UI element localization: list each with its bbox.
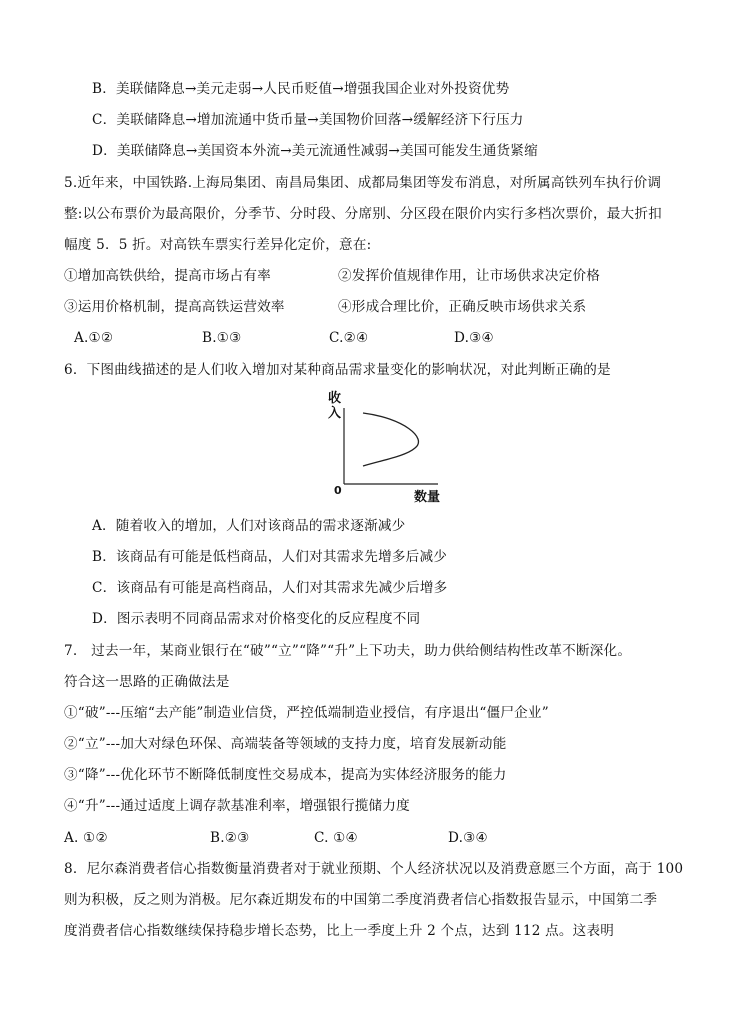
q4-option-d: D．美联储降息→美国资本外流→美元流通性减弱→美国可能发生通货紧缩	[92, 143, 538, 159]
q6-option-a: A．随着收入的增加，人们对该商品的需求逐渐减少	[92, 518, 406, 534]
q6-stem: 6．下图曲线描述的是人们收入增加对某种商品需求量变化的影响状况，对此判断正确的是	[64, 362, 611, 378]
x-axis-label: 数量	[414, 490, 441, 505]
q5-statement-1: ①增加高铁供给，提高市场占有率	[64, 268, 271, 284]
q4-option-c: C．美联储降息→增加流通中货币量→美国物价回落→缓解经济下行压力	[92, 112, 524, 128]
y-axis-label-1: 收	[328, 391, 342, 406]
q5-stem-line-1: 5.近年来，中国铁路.上海局集团、南昌局集团、成都局集团等发布消息，对所属高铁列车执行价调	[64, 175, 662, 191]
q8-stem-line-1: 8．尼尔森消费者信心指数衡量消费者对于就业预期、个人经济状况以及消费意愿三个方面，高于 100	[64, 861, 684, 877]
income-demand-graph	[318, 388, 450, 508]
q5-answer-d: D.③④	[454, 330, 494, 346]
q7-answer-d: D.③④	[448, 830, 488, 846]
q6-option-c: C．该商品有可能是高档商品，人们对其需求先减少后增多	[92, 580, 448, 596]
q5-statement-2: ②发挥价值规律作用，让市场供求决定价格	[338, 268, 601, 284]
y-axis-label-2: 入	[328, 406, 342, 421]
q7-statement-3: ③“降”---优化环节不断降低制度性交易成本，提高为实体经济服务的能力	[64, 767, 507, 783]
q5-stem-line-3: 幅度 5．5 折。对高铁车票实行差异化定价，意在:	[64, 237, 372, 253]
q5-statement-3: ③运用价格机制，提高高铁运营效率	[64, 299, 285, 315]
q7-statement-4: ④“升”---通过适度上调存款基准利率，增强银行揽储力度	[64, 798, 410, 814]
q8-stem-line-2: 则为积极，反之则为消极。尼尔森近期发布的中国第二季度消费者信心指数报告显示，中国第二季	[64, 892, 658, 908]
q7-answer-a: A. ①②	[64, 830, 108, 846]
q7-statement-1: ①“破”---压缩“去产能”制造业信贷，严控低端制造业授信，有序退出“僵尸企业”	[64, 705, 549, 721]
q4-option-b: B．美联储降息→美元走弱→人民币贬值→增强我国企业对外投资优势	[92, 81, 510, 97]
q7-statement-2: ②“立”---加大对绿色环保、高端装备等领域的支持力度，培育发展新动能	[64, 736, 507, 752]
q5-statement-4: ④形成合理比价，正确反映市场供求关系	[338, 299, 587, 315]
q5-answer-a: A.①②	[74, 330, 114, 346]
q5-answer-b: B.①③	[202, 330, 242, 346]
q5-stem-line-2: 整:以公布票价为最高限价，分季节、分时段、分席别、分区段在限价内实行多档次票价，最大折扣	[64, 206, 662, 222]
q5-answers	[74, 329, 494, 347]
q7-stem-line-2: 符合这一思路的正确做法是	[64, 674, 230, 690]
q6-option-b: B．该商品有可能是低档商品，人们对其需求先增多后减少	[92, 549, 448, 565]
q5-answer-c: C.②④	[329, 330, 369, 346]
q7-answer-b: B.②③	[210, 830, 250, 846]
origin-label: 0	[334, 484, 342, 497]
q8-stem-line-3: 度消费者信心指数继续保持稳步增长态势，比上一季度上升 2 个点，达到 112 点。这表明	[64, 923, 615, 939]
q7-answer-c: C. ①④	[314, 830, 358, 846]
q7-answers	[64, 829, 488, 847]
demand-curve	[363, 413, 418, 466]
q7-stem-line-1: 7. 过去一年，某商业银行在“破”“立”“降”“升”上下功夫，助力供给侧结构性改革不断深化。	[64, 643, 632, 659]
q6-option-d: D．图示表明不同商品需求对价格变化的反应程度不同	[92, 611, 421, 627]
